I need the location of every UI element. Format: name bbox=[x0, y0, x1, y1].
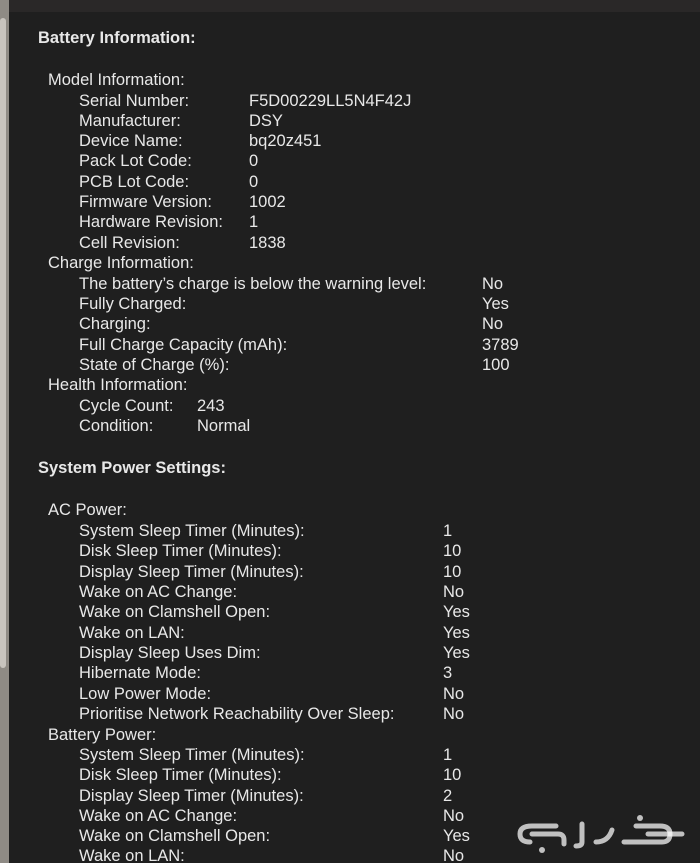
charge-row-label: Charging: bbox=[79, 315, 151, 333]
ac-row-label: Wake on LAN: bbox=[79, 624, 185, 642]
ac-row-label: Low Power Mode: bbox=[79, 685, 212, 703]
ac-row-label: Wake on AC Change: bbox=[79, 583, 238, 601]
batt-display-sleep-value: 2 bbox=[443, 787, 453, 805]
manufacturer-value: DSY bbox=[249, 112, 283, 130]
firmware-version-value: 1002 bbox=[249, 193, 286, 211]
battery-row-label: Wake on Clamshell Open: bbox=[79, 827, 271, 845]
battery-row-label: Wake on AC Change: bbox=[79, 807, 238, 825]
fully-charged-value: Yes bbox=[482, 295, 509, 313]
model-row-label: Serial Number: bbox=[79, 92, 190, 110]
battery-row-label: Display Sleep Timer (Minutes): bbox=[79, 787, 304, 805]
ac-disk-sleep-value: 10 bbox=[443, 542, 462, 560]
below-warning-value: No bbox=[482, 275, 504, 293]
left-edge-strip bbox=[0, 0, 9, 863]
model-row-label: Firmware Version: bbox=[79, 193, 212, 211]
cycle-count-value: 243 bbox=[197, 397, 225, 415]
battery-power-heading: Battery Power: bbox=[48, 726, 157, 744]
ac-display-dim-value: Yes bbox=[443, 644, 470, 662]
charge-row-label: Fully Charged: bbox=[79, 295, 187, 313]
ac-row-label: System Sleep Timer (Minutes): bbox=[79, 522, 305, 540]
model-row-label: Device Name: bbox=[79, 132, 183, 150]
power-settings-title: System Power Settings: bbox=[38, 459, 226, 477]
pcb-lot-code-value: 0 bbox=[249, 173, 259, 191]
ac-wake-ac-change-value: No bbox=[443, 583, 465, 601]
ac-network-reachability-value: No bbox=[443, 705, 465, 723]
model-info-heading: Model Information: bbox=[48, 71, 185, 89]
batt-wake-clamshell-value: Yes bbox=[443, 827, 470, 845]
ac-display-sleep-value: 10 bbox=[443, 563, 462, 581]
charge-info-heading: Charge Information: bbox=[48, 254, 194, 272]
condition-value: Normal bbox=[197, 417, 251, 435]
haraj-watermark-logo bbox=[512, 812, 692, 856]
battery-row-label: System Sleep Timer (Minutes): bbox=[79, 746, 305, 764]
health-info-heading: Health Information: bbox=[48, 376, 188, 394]
charging-value: No bbox=[482, 315, 504, 333]
ac-wake-lan-value: Yes bbox=[443, 624, 470, 642]
ac-row-label: Display Sleep Uses Dim: bbox=[79, 644, 261, 662]
serial-number-value: F5D00229LL5N4F42J bbox=[249, 92, 412, 110]
batt-wake-lan-value: No bbox=[443, 847, 465, 863]
model-row-label: PCB Lot Code: bbox=[79, 173, 190, 191]
full-charge-capacity-value: 3789 bbox=[482, 336, 519, 354]
batt-system-sleep-value: 1 bbox=[443, 746, 453, 764]
ac-row-label: Disk Sleep Timer (Minutes): bbox=[79, 542, 282, 560]
ac-row-label: Wake on Clamshell Open: bbox=[79, 603, 271, 621]
model-row-label: Pack Lot Code: bbox=[79, 152, 192, 170]
ac-system-sleep-value: 1 bbox=[443, 522, 453, 540]
ac-row-label: Display Sleep Timer (Minutes): bbox=[79, 563, 304, 581]
charge-row-label: Full Charge Capacity (mAh): bbox=[79, 336, 288, 354]
ac-low-power-value: No bbox=[443, 685, 465, 703]
state-of-charge-value: 100 bbox=[482, 356, 510, 374]
ac-hibernate-mode-value: 3 bbox=[443, 664, 453, 682]
hardware-revision-value: 1 bbox=[249, 213, 259, 231]
charge-row-label: The battery’s charge is below the warning level: bbox=[79, 275, 427, 293]
model-row-label: Hardware Revision: bbox=[79, 213, 223, 231]
ac-power-heading: AC Power: bbox=[48, 501, 127, 519]
battery-info-title: Battery Information: bbox=[38, 29, 196, 47]
batt-disk-sleep-value: 10 bbox=[443, 766, 462, 784]
device-name-value: bq20z451 bbox=[249, 132, 322, 150]
ac-wake-clamshell-value: Yes bbox=[443, 603, 470, 621]
scrollbar-thumb[interactable] bbox=[0, 18, 6, 668]
pack-lot-code-value: 0 bbox=[249, 152, 259, 170]
ac-row-label: Hibernate Mode: bbox=[79, 664, 201, 682]
health-row-label: Cycle Count: bbox=[79, 397, 174, 415]
battery-row-label: Disk Sleep Timer (Minutes): bbox=[79, 766, 282, 784]
health-row-label: Condition: bbox=[79, 417, 154, 435]
cell-revision-value: 1838 bbox=[249, 234, 286, 252]
ac-row-label: Prioritise Network Reachability Over Sleep: bbox=[79, 705, 395, 723]
model-row-label: Manufacturer: bbox=[79, 112, 181, 130]
model-row-label: Cell Revision: bbox=[79, 234, 180, 252]
charge-row-label: State of Charge (%): bbox=[79, 356, 230, 374]
battery-row-label: Wake on LAN: bbox=[79, 847, 185, 863]
batt-wake-ac-change-value: No bbox=[443, 807, 465, 825]
